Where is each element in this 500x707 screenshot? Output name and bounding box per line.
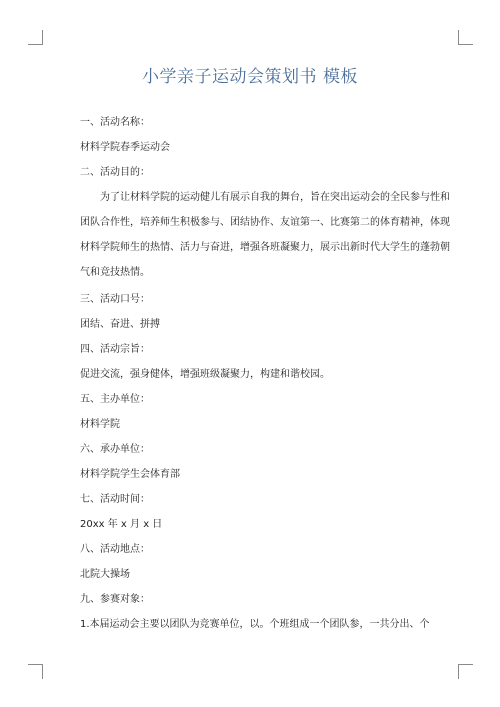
heading-activity-tenet: 四、活动宗旨： xyxy=(80,344,150,355)
purpose-line-4: 气和竞技热情。 xyxy=(80,267,150,278)
heading-activity-time: 七、活动时间： xyxy=(80,494,150,505)
document-title: 小学亲子运动会策划书 模板 xyxy=(142,67,358,87)
activity-name-text: 材料学院春季运动会 xyxy=(80,142,170,153)
organizer-text: 材料学院 xyxy=(80,419,120,430)
activity-time-text: 20xx 年 x 月 x 日 xyxy=(80,519,163,530)
purpose-line-2: 团队合作性，培养师生积极参与、团结协作、友谊第一、比赛第二的体育精神，体现 xyxy=(80,217,450,228)
co-organizer-text: 材料学院学生会体育部 xyxy=(80,469,180,480)
purpose-line-3: 材料学院师生的热情、活力与奋进，增强各班凝聚力，展示出新时代大学生的蓬勃朝 xyxy=(80,242,450,253)
heading-activity-purpose: 二、活动目的： xyxy=(80,167,150,178)
activity-slogan-text: 团结、奋进、拼搏 xyxy=(80,319,160,330)
activity-tenet-text: 促进交流，强身健体，增强班级凝聚力，构建和谐校园。 xyxy=(80,369,330,380)
heading-activity-location: 八、活动地点： xyxy=(80,544,150,555)
heading-co-organizer: 六、承办单位： xyxy=(80,444,150,455)
heading-activity-slogan: 三、活动口号： xyxy=(80,294,150,305)
heading-activity-name: 一、活动名称： xyxy=(80,117,150,128)
crop-mark-bottom-left xyxy=(28,664,43,679)
crop-mark-top-right xyxy=(458,30,473,45)
heading-organizer: 五、主办单位： xyxy=(80,394,150,405)
purpose-line-1: 为了让材料学院的运动健儿有展示自我的舞台，旨在突出运动会的全民参与性和 xyxy=(100,192,450,203)
heading-participants: 九、参赛对象： xyxy=(80,594,150,605)
participants-line-1: 1.本届运动会主要以团队为竞赛单位，以。个班组成一个团队参，一共分出、个 xyxy=(80,619,430,630)
crop-mark-top-left xyxy=(28,30,43,45)
crop-mark-bottom-right xyxy=(458,664,473,679)
activity-location-text: 北院大操场 xyxy=(80,569,130,580)
